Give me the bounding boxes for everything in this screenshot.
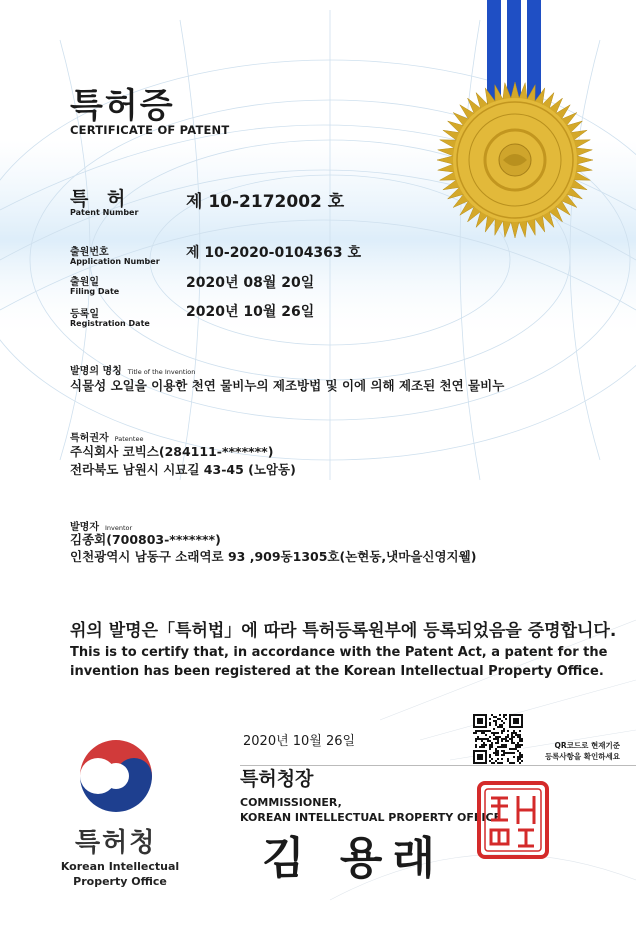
application-number-label-ko: 출원번호 bbox=[70, 247, 109, 258]
inventor-label-ko: 발명자 bbox=[70, 522, 99, 533]
office-name-en-line1: Korean Intellectual bbox=[60, 860, 180, 873]
issue-date: 2020년 10월 26일 bbox=[243, 734, 356, 749]
certificate-title-en: CERTIFICATE OF PATENT bbox=[70, 123, 230, 137]
patentee-address: 전라북도 남원시 시묘길 43-45 (노암동) bbox=[70, 462, 296, 477]
official-red-seal-icon bbox=[476, 780, 550, 860]
inventor-name: 김종회(700803-*******) bbox=[70, 532, 221, 547]
application-number-value: 제 10-2020-0104363 호 bbox=[186, 245, 362, 261]
registration-date-label-ko: 등록일 bbox=[70, 309, 99, 320]
inventor-address: 인천광역시 남동구 소래역로 93 ,909동1305호(논현동,냇마을신영지웰) bbox=[70, 549, 477, 564]
registration-date-label-en: Registration Date bbox=[70, 319, 150, 328]
gold-seal-ribbon bbox=[425, 0, 615, 260]
invention-label-ko: 발명의 명칭 bbox=[70, 366, 122, 377]
qr-caption bbox=[500, 740, 620, 762]
certification-statement-en-line2: invention has been registered at the Korean Intellectual Property Office. bbox=[70, 664, 604, 679]
office-name-en-line2: Property Office bbox=[73, 875, 167, 888]
patent-number-label-ko: 특 허 bbox=[70, 188, 132, 210]
certification-statement-en-line1: This is to certify that, in accordance with the Patent Act, a patent for the bbox=[70, 645, 608, 660]
inventor-label-en: Inventor bbox=[104, 524, 133, 532]
patent-number-label-en: Patent Number bbox=[70, 208, 139, 217]
commissioner-title-en-line2: KOREAN INTELLECTUAL PROPERTY OFFICE bbox=[240, 811, 502, 824]
filing-date-label-en: Filing Date bbox=[70, 287, 120, 296]
invention-label-en: Title of the Invention bbox=[127, 368, 196, 376]
filing-date-label-ko: 출원일 bbox=[70, 277, 99, 288]
commissioner-title-ko: 특허청장 bbox=[240, 768, 314, 790]
patent-number-value: 제 10-2172002 호 bbox=[186, 192, 345, 212]
patentee-label-ko: 특허권자 bbox=[70, 433, 109, 444]
qr-caption-line1: QR코드로 현재기준 bbox=[554, 741, 620, 750]
kipo-taegeuk-logo-icon bbox=[78, 738, 154, 814]
application-number-label-en: Application Number bbox=[70, 257, 160, 266]
commissioner-title-en-line1: COMMISSIONER, bbox=[240, 796, 342, 809]
invention-title: 식물성 오일을 이용한 천연 물비누의 제조방법 및 이에 의해 제조된 천연 물비누 bbox=[70, 378, 505, 393]
certification-statement-ko: 위의 발명은「특허법」에 따라 특허등록원부에 등록되었음을 증명합니다. bbox=[70, 621, 617, 641]
qr-caption-line2: 등록사항을 확인하세요 bbox=[544, 752, 620, 761]
commissioner-signature: 김 용래 bbox=[262, 833, 445, 884]
patentee-name: 주식회사 코빅스(284111-*******) bbox=[70, 444, 274, 459]
office-name-ko: 특허청 bbox=[75, 828, 157, 858]
certificate-title-ko: 특허증 bbox=[70, 86, 175, 126]
patentee-label-en: Patentee bbox=[114, 435, 144, 443]
filing-date-value: 2020년 08월 20일 bbox=[186, 275, 315, 291]
registration-date-value: 2020년 10월 26일 bbox=[186, 304, 315, 320]
